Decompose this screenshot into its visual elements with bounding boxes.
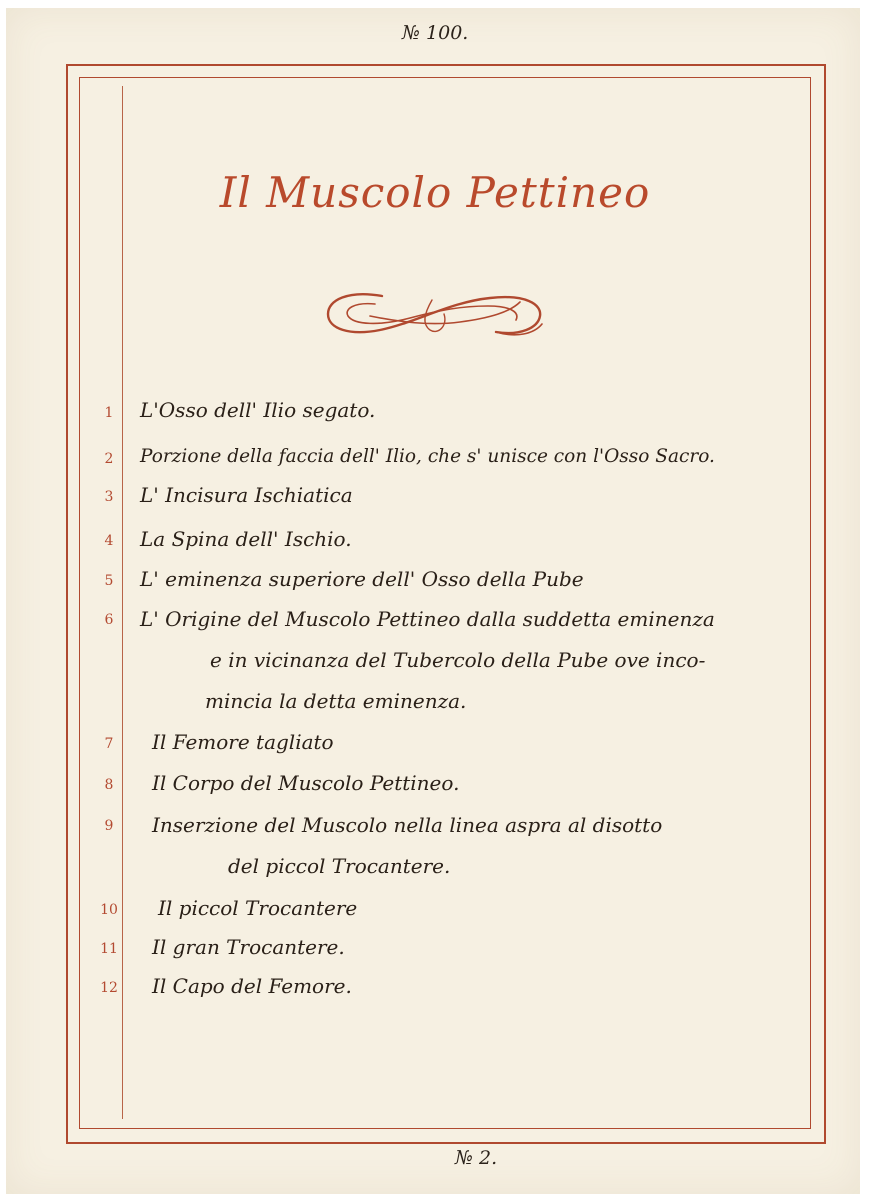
- entry-text: L'Osso dell' Ilio segato.: [140, 398, 376, 422]
- entry-number: 12: [100, 980, 118, 996]
- entry-number: 6: [104, 612, 114, 628]
- entry-text: Il piccol Trocantere: [158, 896, 358, 920]
- folio-number-top: № 100.: [402, 22, 469, 44]
- entry-text: Il Femore tagliato: [152, 730, 334, 754]
- entry-number: 11: [100, 941, 118, 957]
- folio-number-bottom: № 2.: [455, 1147, 498, 1169]
- margin-rule: [122, 86, 123, 1119]
- entry-text: L' eminenza superiore dell' Osso della Pube: [140, 567, 584, 591]
- entry-text: Inserzione del Muscolo nella linea aspra al disotto: [152, 813, 663, 837]
- entry-number: 1: [104, 405, 114, 421]
- entry-text-continuation: e in vicinanza del Tubercolo della Pube ove inco-: [210, 648, 706, 672]
- flourish-ornament: [320, 282, 550, 348]
- entry-number: 9: [104, 818, 114, 834]
- entry-text: Porzione della faccia dell' Ilio, che s' unisce con l'Osso Sacro.: [140, 446, 715, 467]
- entry-text: La Spina dell' Ischio.: [140, 527, 352, 551]
- entry-text: L' Origine del Muscolo Pettineo dalla suddetta eminenza: [140, 607, 715, 631]
- entry-text-continuation: del piccol Trocantere.: [228, 854, 451, 878]
- entry-number: 8: [104, 777, 114, 793]
- entry-number: 4: [104, 533, 114, 549]
- entry-number: 2: [104, 451, 114, 467]
- entry-number: 10: [100, 902, 118, 918]
- inner-border-frame: [79, 77, 811, 1129]
- entry-text: L' Incisura Ischiatica: [140, 483, 353, 507]
- entry-number: 3: [104, 489, 114, 505]
- entry-text: Il Corpo del Muscolo Pettineo.: [152, 771, 460, 795]
- entry-number: 5: [104, 573, 114, 589]
- entry-number: 7: [104, 736, 114, 752]
- entry-text: Il Capo del Femore.: [152, 974, 352, 998]
- entry-text: Il gran Trocantere.: [152, 935, 345, 959]
- entry-text-continuation: mincia la detta eminenza.: [205, 689, 467, 713]
- page-title: Il Muscolo Pettineo: [219, 168, 651, 217]
